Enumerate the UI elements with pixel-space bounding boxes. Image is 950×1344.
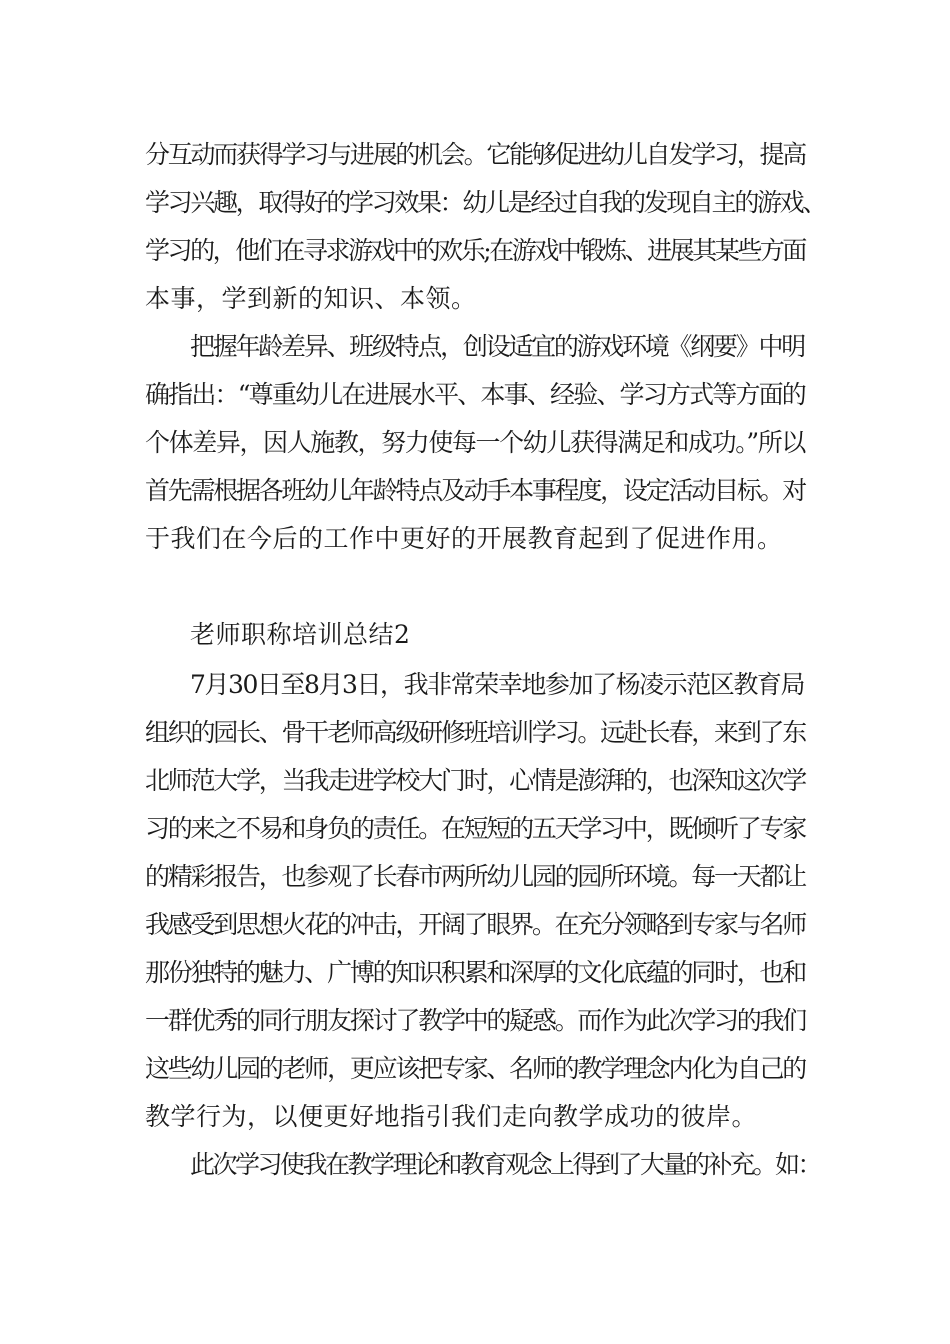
text-line: 首先需根据各班幼儿年龄特点及动手本事程度，设定活动目标。对 xyxy=(145,476,805,505)
text-line: 学习的，他们在寻求游戏中的欢乐;在游戏中锻炼、进展其某些方面 xyxy=(145,236,805,265)
text-line: 分互动而获得学习与进展的机会。它能够促进幼儿自发学习，提高 xyxy=(145,140,805,169)
text-line: 此次学习使我在教学理论和教育观念上得到了大量的补充。如： xyxy=(190,1150,820,1179)
text-line: 的精彩报告，也参观了长春市两所幼儿园的园所环境。每一天都让 xyxy=(145,862,805,891)
text-line: 教学行为，以便更好地指引我们走向教学成功的彼岸。 xyxy=(145,1102,758,1131)
text-line: 这些幼儿园的老师，更应该把专家、名师的教学理念内化为自己的 xyxy=(145,1054,805,1083)
text-line: 学习兴趣，取得好的学习效果：幼儿是经过自我的发现自主的游戏、 xyxy=(145,188,825,217)
text-line: 7月30日至8月3日，我非常荣幸地参加了杨凌示范区教育局 xyxy=(190,670,804,699)
text-line: 于我们在今后的工作中更好的开展教育起到了促进作用。 xyxy=(145,524,783,553)
text-line: 组织的园长、骨干老师高级研修班培训学习。远赴长春，来到了东 xyxy=(145,718,805,747)
text-line: 把握年龄差异、班级特点，创设适宜的游戏环境《纲要》中明 xyxy=(190,332,804,361)
section-heading: 老师职称培训总结2 xyxy=(190,620,411,649)
text-line: 那份独特的魅力、广博的知识积累和深厚的文化底蕴的同时，也和 xyxy=(145,958,805,987)
text-line: 我感受到思想火花的冲击，开阔了眼界。在充分领略到专家与名师 xyxy=(145,910,805,939)
text-line: 一群优秀的同行朋友探讨了教学中的疑惑。而作为此次学习的我们 xyxy=(145,1006,805,1035)
text-line: 个体差异，因人施教，努力使每一个幼儿获得满足和成功。”所以 xyxy=(145,428,805,457)
text-line: 确指出：“尊重幼儿在进展水平、本事、经验、学习方式等方面的 xyxy=(145,380,805,409)
text-line: 习的来之不易和身负的责任。在短短的五天学习中，既倾听了专家 xyxy=(145,814,805,843)
text-line: 北师范大学，当我走进学校大门时，心情是澎湃的，也深知这次学 xyxy=(145,766,805,795)
text-line: 本事，学到新的知识、本领。 xyxy=(145,284,477,313)
